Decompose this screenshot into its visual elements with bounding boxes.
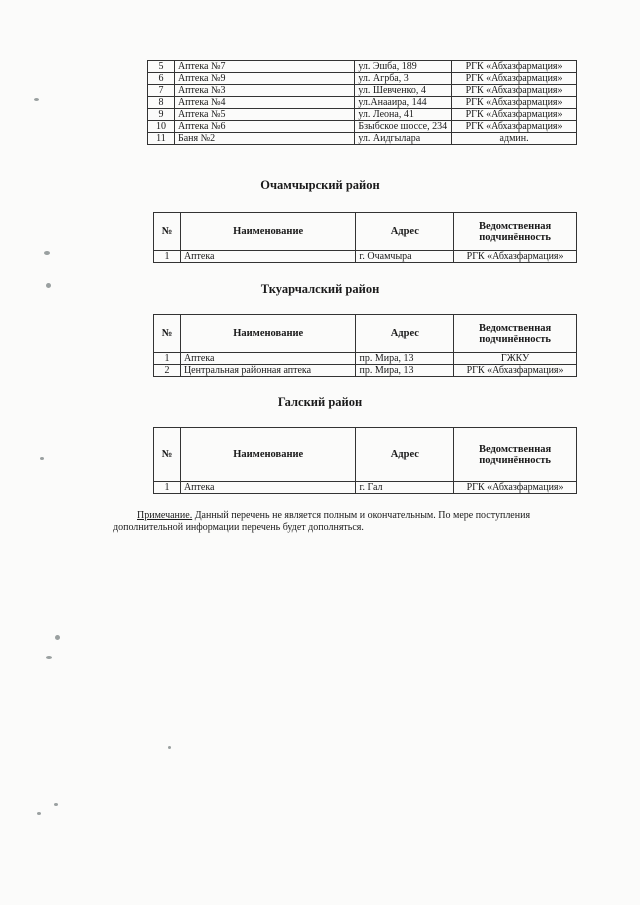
- table-row: [154, 353, 577, 365]
- scan-speck: [40, 457, 44, 460]
- row-number: 1: [154, 353, 181, 365]
- table-row: [154, 365, 577, 377]
- row-name: Аптека №7: [174, 61, 354, 73]
- header-address: Адрес: [356, 428, 454, 482]
- header-address: Адрес: [356, 213, 454, 251]
- header-number: №: [154, 315, 181, 353]
- row-name: Баня №2: [174, 133, 354, 145]
- note-label: Примечание.: [137, 510, 193, 521]
- row-subordination: РГК «Абхазфармация»: [452, 109, 577, 121]
- table-row: [148, 73, 577, 85]
- section-table-ochamchyra: [153, 212, 577, 263]
- row-address: ул. Агрба, 3: [355, 73, 452, 85]
- note-text: Данный перечень не является полным и окончательным. По мере поступления дополнительной информации перечень будет дополняться.: [113, 510, 531, 533]
- row-name: Аптека: [180, 251, 355, 263]
- row-number: 5: [148, 61, 175, 73]
- table-row: [148, 61, 577, 73]
- row-subordination: РГК «Абхазфармация»: [452, 85, 577, 97]
- row-address: г. Гал: [356, 482, 454, 494]
- row-address: ул. Эшба, 189: [355, 61, 452, 73]
- row-address: ул. Аидгылара: [355, 133, 452, 145]
- section-heading-gal: Галский район: [277, 395, 363, 409]
- table-row: [154, 482, 577, 494]
- section-table-tkuarchal: [153, 314, 577, 377]
- scan-speck: [168, 746, 171, 749]
- header-address: Адрес: [356, 315, 454, 353]
- scan-speck: [54, 803, 58, 806]
- header-number: №: [154, 213, 181, 251]
- note-paragraph: [113, 510, 583, 534]
- header-subordination: Ведомственная подчинённость: [454, 213, 577, 251]
- row-number: 2: [154, 365, 181, 377]
- row-subordination: РГК «Абхазфармация»: [454, 365, 577, 377]
- row-address: ул. Шевченко, 4: [355, 85, 452, 97]
- table-row: [148, 121, 577, 133]
- table-header-row: [154, 315, 577, 353]
- row-name: Центральная районная аптека: [180, 365, 356, 377]
- note-indent: [113, 510, 137, 521]
- row-subordination: РГК «Абхазфармация»: [452, 73, 577, 85]
- header-name: Наименование: [180, 315, 356, 353]
- row-subordination: РГК «Абхазфармация»: [452, 97, 577, 109]
- section-heading-tkuarchal: Ткуарчалский район: [260, 282, 380, 296]
- table-row: [148, 133, 577, 145]
- table-row: [148, 97, 577, 109]
- row-address: пр. Мира, 13: [356, 353, 454, 365]
- row-number: 1: [154, 482, 181, 494]
- row-name: Аптека №6: [174, 121, 354, 133]
- table-header-row: [154, 213, 577, 251]
- scan-speck: [55, 635, 60, 640]
- row-number: 11: [148, 133, 175, 145]
- table-row: [154, 251, 577, 263]
- row-address: ул.Анааира, 144: [355, 97, 452, 109]
- header-number: №: [154, 428, 181, 482]
- header-subordination: Ведомственная подчинённость: [454, 315, 577, 353]
- row-number: 9: [148, 109, 175, 121]
- row-subordination: РГК «Абхазфармация»: [454, 482, 577, 494]
- row-number: 7: [148, 85, 175, 97]
- row-name: Аптека №4: [174, 97, 354, 109]
- row-number: 1: [154, 251, 181, 263]
- table-header-row: [154, 428, 577, 482]
- header-subordination: Ведомственная подчинённость: [454, 428, 577, 482]
- scan-speck: [34, 98, 39, 101]
- row-number: 10: [148, 121, 175, 133]
- section-table-gal: [153, 427, 577, 494]
- header-name: Наименование: [180, 213, 355, 251]
- row-name: Аптека №5: [174, 109, 354, 121]
- row-name: Аптека №9: [174, 73, 354, 85]
- row-subordination: РГК «Абхазфармация»: [452, 61, 577, 73]
- row-number: 6: [148, 73, 175, 85]
- row-subordination: РГК «Абхазфармация»: [452, 121, 577, 133]
- row-address: г. Очамчыра: [356, 251, 454, 263]
- row-subordination: ГЖКУ: [454, 353, 577, 365]
- table-row: [148, 85, 577, 97]
- scan-speck: [44, 251, 50, 255]
- row-number: 8: [148, 97, 175, 109]
- row-address: ул. Леона, 41: [355, 109, 452, 121]
- row-address: пр. Мира, 13: [356, 365, 454, 377]
- row-name: Аптека: [180, 482, 356, 494]
- scan-speck: [37, 812, 41, 815]
- scan-speck: [46, 283, 51, 288]
- row-subordination: РГК «Абхазфармация»: [454, 251, 577, 263]
- top-table: [147, 60, 577, 145]
- row-name: Аптека №3: [174, 85, 354, 97]
- scan-speck: [46, 656, 52, 659]
- row-subordination: админ.: [452, 133, 577, 145]
- row-address: Бзыбское шоссе, 234: [355, 121, 452, 133]
- row-name: Аптека: [180, 353, 356, 365]
- header-name: Наименование: [180, 428, 356, 482]
- table-row: [148, 109, 577, 121]
- section-heading-ochamchyra: Очамчырский район: [260, 178, 380, 192]
